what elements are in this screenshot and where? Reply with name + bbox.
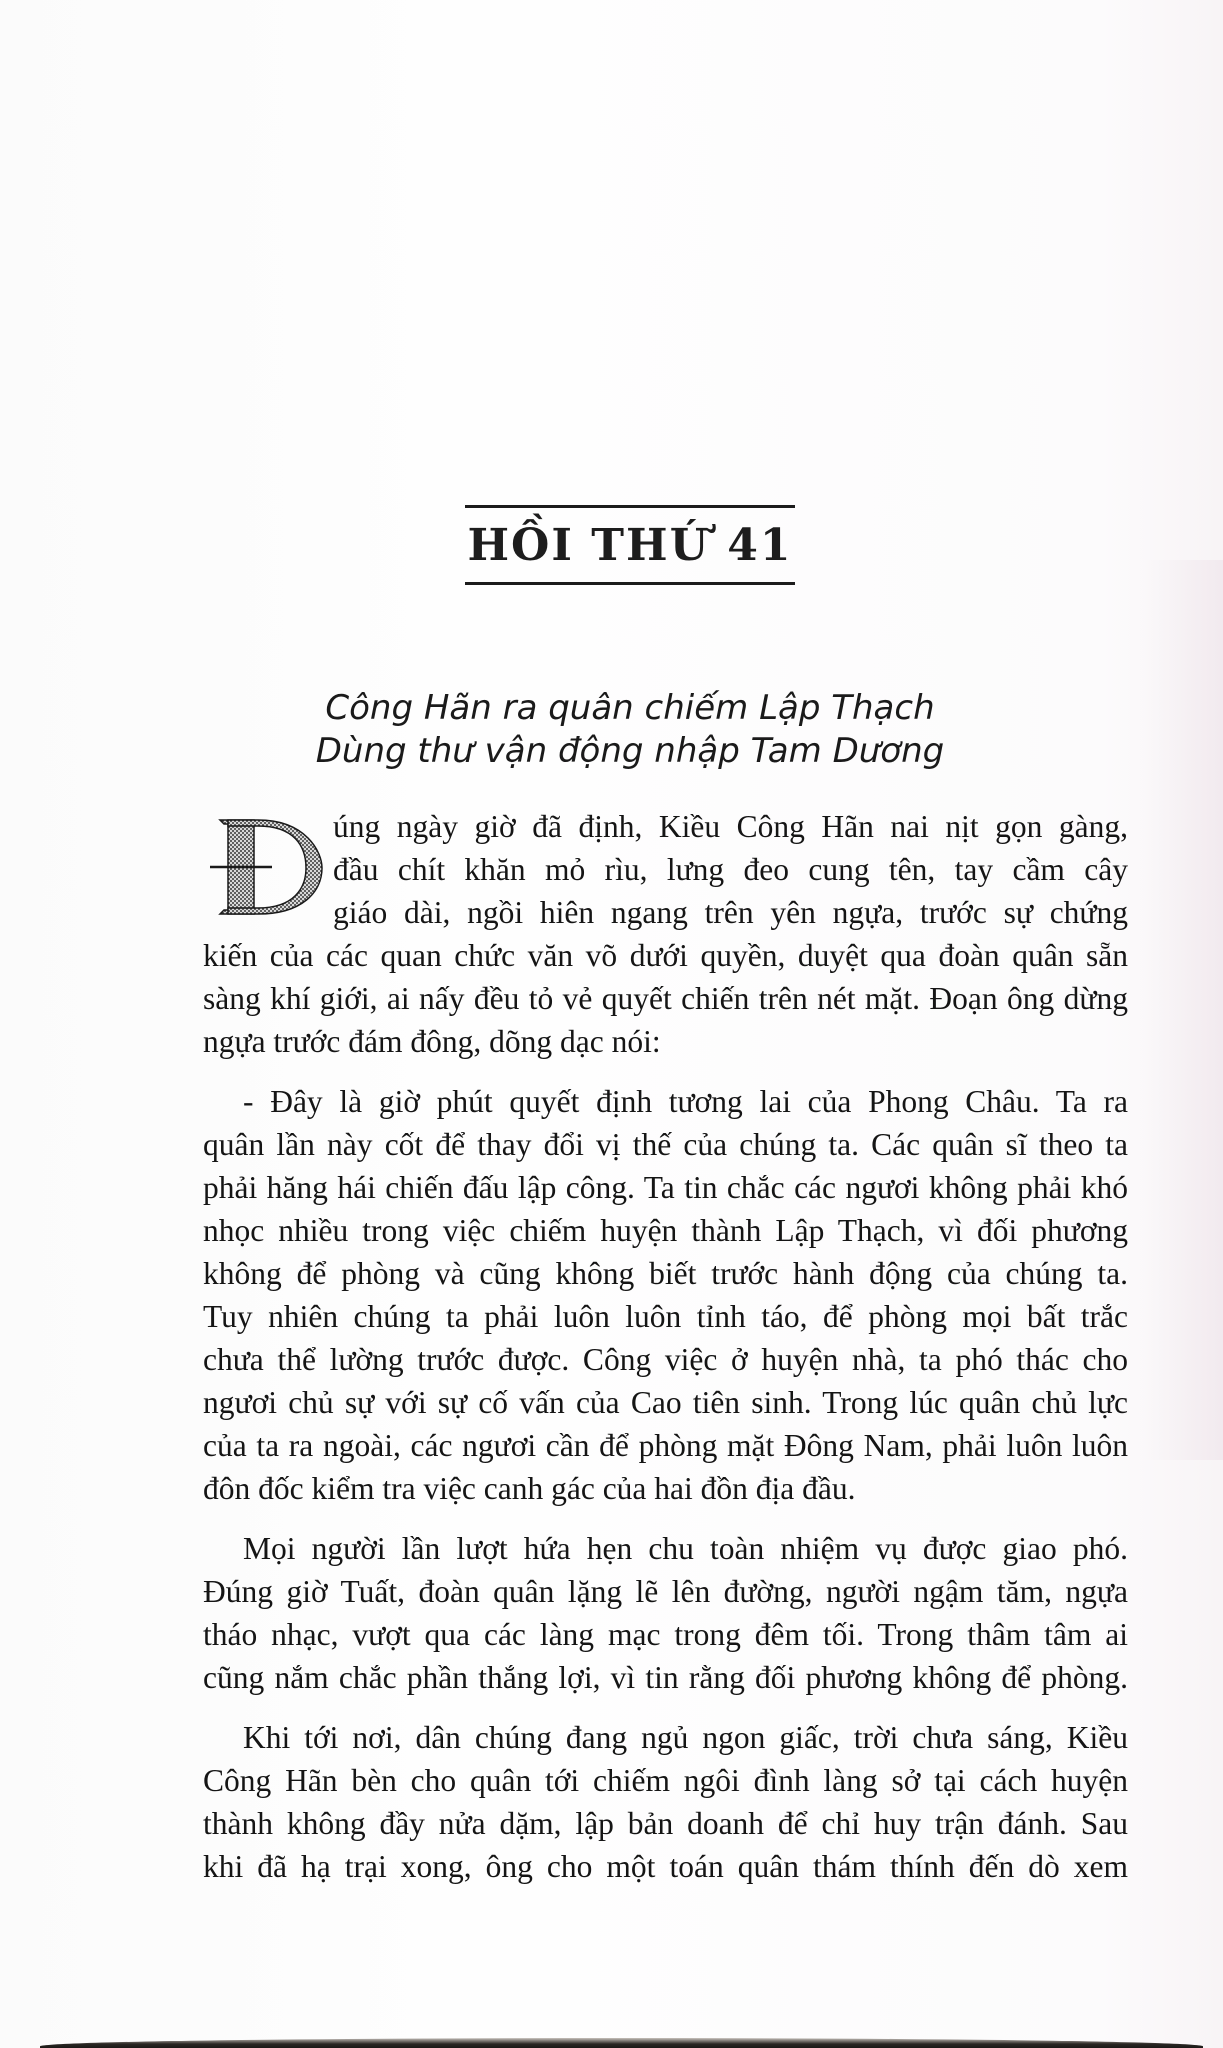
text-line: Công Hãn bèn cho quân tới chiếm ngôi đình làng sở tại cách huyện bbox=[203, 1763, 1128, 1798]
paragraph bbox=[203, 805, 1128, 1063]
text-line: cũng nắm chắc phần thắng lợi, vì tin rằng đối phương không để phòng. bbox=[203, 1660, 1128, 1695]
paragraph-gap bbox=[203, 1063, 1128, 1080]
text-line: Mọi người lần lượt hứa hẹn chu toàn nhiệm vụ được giao phó. bbox=[243, 1531, 1128, 1566]
paragraph bbox=[203, 1080, 1128, 1510]
text-line: tháo nhạc, vượt qua các làng mạc trong đêm tối. Trong thâm tâm ai bbox=[203, 1617, 1128, 1652]
text-line: của ta ra ngoài, các ngươi cần để phòng mặt Đông Nam, phải luôn luôn bbox=[203, 1428, 1128, 1463]
paragraph bbox=[203, 1716, 1128, 1888]
text-line: kiến của các quan chức văn võ dưới quyền, duyệt qua đoàn quân sẵn bbox=[203, 938, 1128, 973]
heading-rule-bottom bbox=[465, 582, 795, 585]
page-bottom-edge bbox=[40, 2038, 1203, 2048]
subtitle-line: Dùng thư vận động nhập Tam Dương bbox=[315, 731, 945, 771]
text-line: Tuy nhiên chúng ta phải luôn luôn tỉnh táo, để phòng mọi bất trắc bbox=[203, 1299, 1128, 1334]
text-line: úng ngày giờ đã định, Kiều Công Hãn nai nịt gọn gàng, bbox=[333, 809, 1128, 844]
paragraph-gap bbox=[203, 1510, 1128, 1527]
subtitle-line: Công Hãn ra quân chiếm Lập Thạch bbox=[325, 688, 935, 728]
heading-rule-top bbox=[465, 505, 795, 508]
text-line: ngựa trước đám đông, dõng dạc nói: bbox=[203, 1024, 661, 1059]
paragraph-gap bbox=[203, 1699, 1128, 1716]
text-line: đôn đốc kiểm tra việc canh gác của hai đồn địa đầu. bbox=[203, 1471, 856, 1506]
text-line: đầu chít khăn mỏ rìu, lưng đeo cung tên, tay cầm cây bbox=[333, 852, 1128, 887]
text-line: giáo dài, ngồi hiên ngang trên yên ngựa, trước sự chứng bbox=[333, 895, 1128, 930]
text-line: - Đây là giờ phút quyết định tương lai của Phong Châu. Ta ra bbox=[243, 1084, 1128, 1119]
text-line: khi đã hạ trại xong, ông cho một toán quân thám thính đến dò xem bbox=[203, 1849, 1128, 1884]
text-line: ngươi chủ sự với sự cố vấn của Cao tiên sinh. Trong lúc quân chủ lực bbox=[203, 1385, 1128, 1420]
text-line: nhọc nhiều trong việc chiếm huyện thành Lập Thạch, vì đối phương bbox=[203, 1213, 1128, 1248]
text-line: phải hăng hái chiến đấu lập công. Ta tin chắc các ngươi không phải khó bbox=[203, 1170, 1128, 1205]
text-line: sàng khí giới, ai nấy đều tỏ vẻ quyết chiến trên nét mặt. Đoạn ông dừng bbox=[203, 981, 1128, 1016]
paragraph bbox=[203, 1527, 1128, 1699]
body-text bbox=[203, 805, 1128, 1888]
text-line: chưa thể lường trước được. Công việc ở huyện nhà, ta phó thác cho bbox=[203, 1342, 1128, 1377]
text-line: quân lần này cốt để thay đổi vị thế của chúng ta. Các quân sĩ theo ta bbox=[203, 1127, 1128, 1162]
chapter-subtitle bbox=[200, 687, 1060, 773]
chapter-title: HỒI THỨ 41 bbox=[467, 520, 793, 571]
text-line: không để phòng và cũng không biết trước hành động của chúng ta. bbox=[203, 1256, 1128, 1291]
show-through-shadow bbox=[1143, 560, 1223, 1460]
chapter-heading bbox=[465, 505, 795, 585]
text-line: thành không đầy nửa dặm, lập bản doanh để chỉ huy trận đánh. Sau bbox=[203, 1806, 1128, 1841]
text-line: Khi tới nơi, dân chúng đang ngủ ngon giấc, trời chưa sáng, Kiều bbox=[243, 1720, 1128, 1755]
text-line: Đúng giờ Tuất, đoàn quân lặng lẽ lên đường, người ngậm tăm, ngựa bbox=[203, 1574, 1128, 1609]
